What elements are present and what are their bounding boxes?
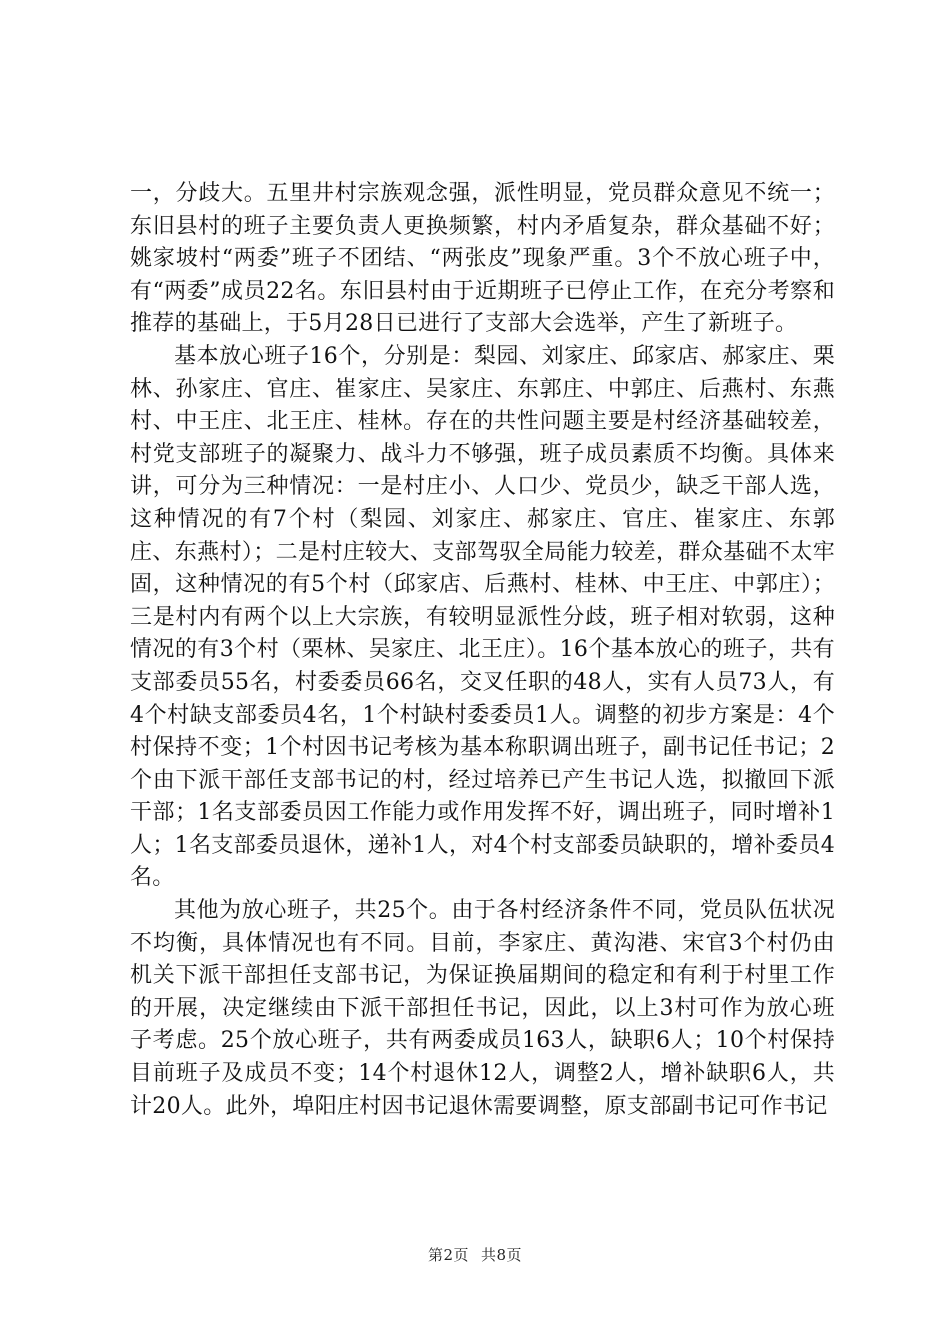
page-number: 第2页 bbox=[427, 1246, 469, 1264]
paragraph-basic-reassured-teams: 基本放心班子16个，分别是：梨园、刘家庄、邱家店、郝家庄、栗林、孙家庄、官庄、崔家庄、吴家庄、东郭庄、中郭庄、后燕村、东燕村、中王庄、北王庄、桂林。存在的共性问题主要是村经济基础较差，村党支部班子的凝聚力、战斗力不够强，班子成员素质不均衡。具体来讲，可分为三种情况：一是村庄小、人口少、党员少，缺乏干部人选，这种情况的有7个村（梨园、刘家庄、郝家庄、官庄、崔家庄、东郭庄、东燕村）；二是村庄较大、支部驾驭全局能力较差，群众基础不太牢固，这种情况的有5个村（邱家店、后燕村、桂林、中王庄、中郭庄）；三是村内有两个以上大宗族，有较明显派性分歧，班子相对软弱，这种情况的有3个村（栗林、吴家庄、北王庄）。16个基本放心的班子，共有支部委员55名，村委委员66名，交叉任职的48人，实有人员73人，有4个村缺支部委员4名，1个村缺村委委员1人。调整的初步方案是：4个村保持不变；1个村因书记考核为基本称职调出班子，副书记任书记；2个由下派干部任支部书记的村，经过培养已产生书记人选，拟撤回下派干部；1名支部委员因工作能力或作用发挥不好，调出班子，同时增补1人；1名支部委员退休，递补1人，对4个村支部委员缺职的，增补委员4名。 bbox=[130, 343, 835, 891]
document-body bbox=[130, 178, 835, 1123]
paragraph-reassured-teams: 其他为放心班子，共25个。由于各村经济条件不同，党员队伍状况不均衡，具体情况也有不同。目前，李家庄、黄沟港、宋官3个村仍由机关下派干部担任支部书记，为保证换届期间的稳定和有利于村里工作的开展，决定继续由下派干部担任书记，因此，以上3村可作为放心班子考虑。25个放心班子，共有两委成员163人，缺职6人；10个村保持目前班子及成员不变；14个村退休12人，调整2人，增补缺职6人，共计20人。此外，埠阳庄村因书记退休需要调整，原支部副书记可作书记 bbox=[130, 898, 835, 1119]
page-total: 共8页 bbox=[481, 1246, 523, 1264]
page-footer bbox=[0, 1244, 950, 1265]
paragraph-continuation: 一，分歧大。五里井村宗族观念强，派性明显，党员群众意见不统一；东旧县村的班子主要负责人更换频繁，村内矛盾复杂，群众基础不好；姚家坡村“两委”班子不团结、“两张皮”现象严重。3个不放心班子中，有“两委”成员22名。东旧县村由于近期班子已停止工作，在充分考察和推荐的基础上，于5月28日已进行了支部大会选举，产生了新班子。 bbox=[130, 181, 835, 337]
